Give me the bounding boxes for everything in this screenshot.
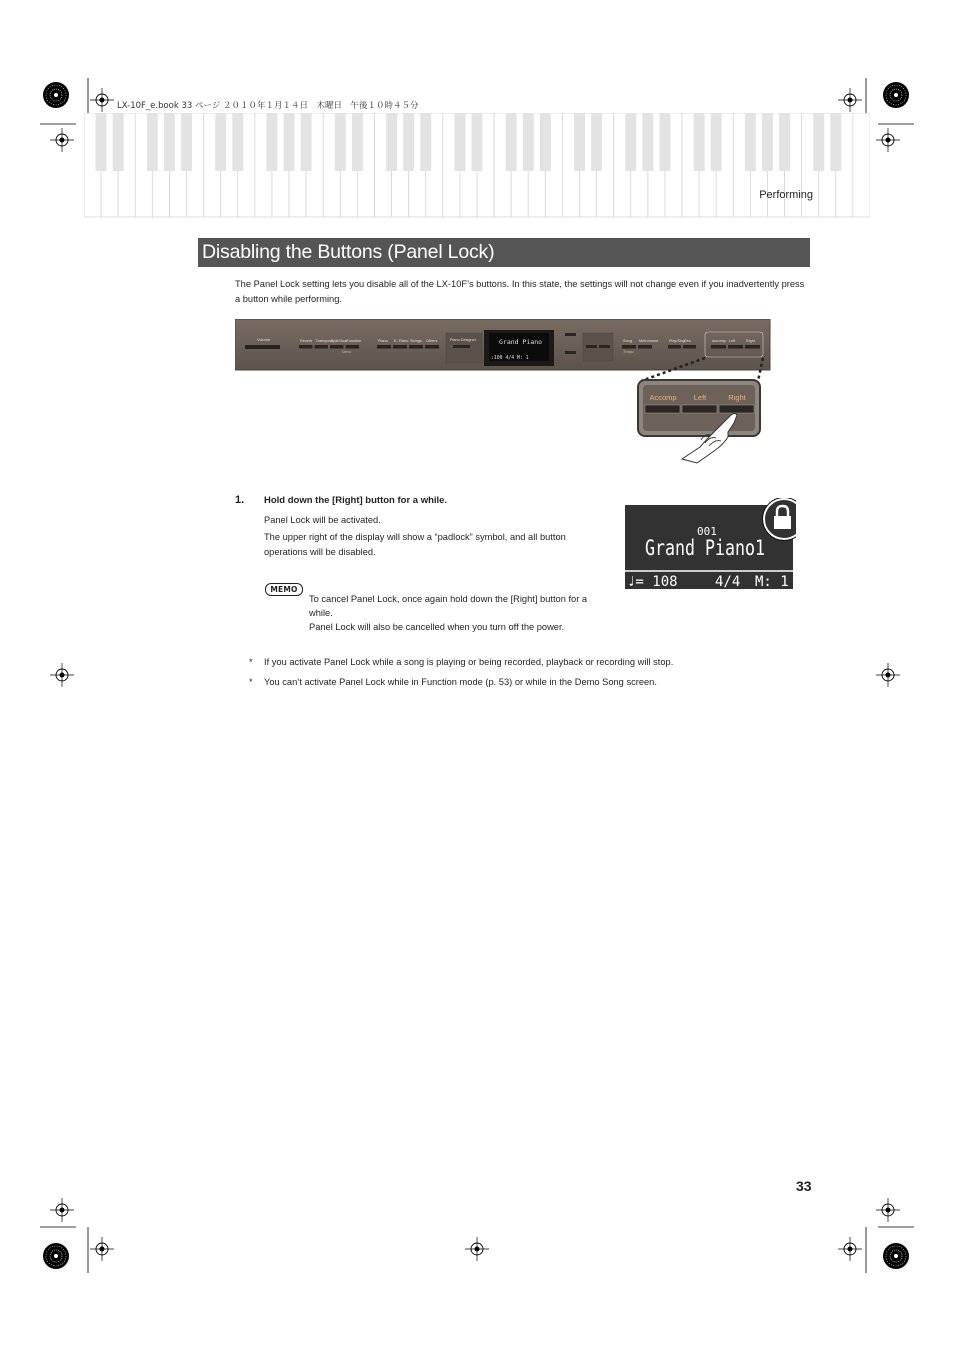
black-key (181, 113, 192, 171)
panel-button (638, 345, 652, 349)
intro-paragraph: The Panel Lock setting lets you disable all of the LX-10F’s buttons. In this state, the settings will not change even if you inadvertently press a button while performing. (235, 279, 805, 304)
panel-button-label: Right (746, 339, 755, 343)
display-line2: ♩100 4/4 M: 1 (491, 356, 529, 361)
note-marker: * (249, 657, 253, 667)
note-text: If you activate Panel Lock while a song is playing or being recorded, playback or recording will stop. (264, 657, 674, 667)
panel-button (299, 345, 313, 349)
black-key (164, 113, 175, 171)
panel-button (409, 345, 423, 349)
lcd-tempo: ♩= 108 (627, 574, 678, 590)
panel-button-label: Piano (378, 339, 388, 343)
black-key (659, 113, 670, 171)
step-number: 1. (235, 494, 245, 506)
white-key (853, 113, 870, 217)
black-key (591, 113, 602, 171)
lcd-beat: 4/4 (715, 574, 741, 590)
panel-button-label: E. Piano (394, 339, 409, 343)
tempo-label: Tempo (623, 350, 634, 354)
page-title: Disabling the Buttons (Panel Lock) (198, 238, 810, 267)
zoom-button (682, 405, 717, 413)
black-key (472, 113, 483, 171)
memo-text (309, 592, 609, 634)
black-key (762, 113, 773, 171)
print-header: LX-10F_e.book 33 ページ ２０１０年１月１４日 木曜日 午後１０時４５分 (117, 101, 419, 111)
panel-button-label: Split/Dual (331, 339, 348, 343)
black-key (711, 113, 722, 171)
panel-button (346, 345, 360, 349)
panel-button-label: Reverb (300, 339, 313, 343)
black-key (232, 113, 243, 171)
demo-label: Demo (342, 350, 352, 354)
panel-button (393, 345, 407, 349)
control-panel-illustration (235, 319, 775, 469)
black-key (454, 113, 465, 171)
note-2 (249, 677, 657, 687)
panel-button-label: Metronome (639, 339, 659, 343)
panel-button (683, 345, 696, 349)
black-key (523, 113, 534, 171)
black-key (420, 113, 431, 171)
note-marker: * (249, 677, 253, 687)
panel-button (711, 345, 726, 349)
memo-line1: To cancel Panel Lock, once again hold down the [Right] button for a while. (309, 594, 588, 618)
black-key (403, 113, 414, 171)
black-key (352, 113, 363, 171)
volume-label: Volume (257, 337, 271, 342)
section-label: Performing (759, 189, 813, 201)
panel-button (622, 345, 636, 349)
black-key (642, 113, 653, 171)
panel-button (425, 345, 439, 349)
step-title: Hold down the [Right] button for a while. (264, 495, 448, 506)
panel-button (315, 345, 329, 349)
panel-button (745, 345, 760, 349)
panel-button (668, 345, 681, 349)
panel-button-label: Accomp (712, 339, 726, 343)
panel-button-label: Transpose (315, 339, 334, 343)
black-key (745, 113, 756, 171)
panel-button-label: Song (623, 339, 632, 343)
display-line1: Grand Piano (499, 338, 543, 346)
panel-button (728, 345, 743, 349)
zoom-button-label: Accomp (649, 393, 677, 402)
zoom-button (719, 405, 754, 413)
panel-button (330, 345, 344, 349)
page-number: 33 (796, 1178, 812, 1194)
step-line2: The upper right of the display will show a “padlock” symbol, and all button operations will be disabled. (264, 532, 566, 557)
piano-designer-label: Piano Designer (450, 338, 476, 342)
black-key (335, 113, 346, 171)
zoom-button-label: Right (728, 393, 746, 402)
memo-line2: Panel Lock will also be cancelled when you turn off the power. (309, 622, 565, 632)
lcd-tone: Grand Piano1 (645, 536, 765, 560)
panel-button (377, 345, 391, 349)
black-key (506, 113, 517, 171)
black-key (625, 113, 636, 171)
lcd-measure: M: 1 (755, 574, 789, 590)
note-1 (249, 657, 673, 667)
black-key (96, 113, 107, 171)
lcd-display-illustration (624, 498, 796, 592)
black-key (779, 113, 790, 171)
panel-button-label: Rec (684, 339, 691, 343)
black-key (147, 113, 158, 171)
black-key (694, 113, 705, 171)
black-key (266, 113, 277, 171)
black-key (215, 113, 226, 171)
black-key (830, 113, 841, 171)
memo-badge: MEMO (265, 583, 303, 596)
panel-button-label: Play/Stop (669, 339, 686, 343)
panel-button-label: Strings (410, 339, 422, 343)
black-key (113, 113, 124, 171)
volume-slider (245, 345, 280, 349)
panel-button-label: Others (426, 339, 438, 343)
black-key (574, 113, 585, 171)
black-key (540, 113, 551, 171)
panel-button-label: Left (729, 339, 736, 343)
zoom-button (645, 405, 680, 413)
note-text: You can’t activate Panel Lock while in Function mode (p. 53) or while in the Demo Song screen. (264, 677, 657, 687)
black-key (386, 113, 397, 171)
black-key (813, 113, 824, 171)
lcd-number: 001 (697, 525, 717, 538)
keyboard-header-graphic (84, 113, 870, 219)
panel-button-label: Function (346, 339, 362, 343)
zoom-button-label: Left (693, 393, 707, 402)
step-line1: Panel Lock will be activated. (264, 515, 381, 525)
black-key (284, 113, 295, 171)
black-key (301, 113, 312, 171)
